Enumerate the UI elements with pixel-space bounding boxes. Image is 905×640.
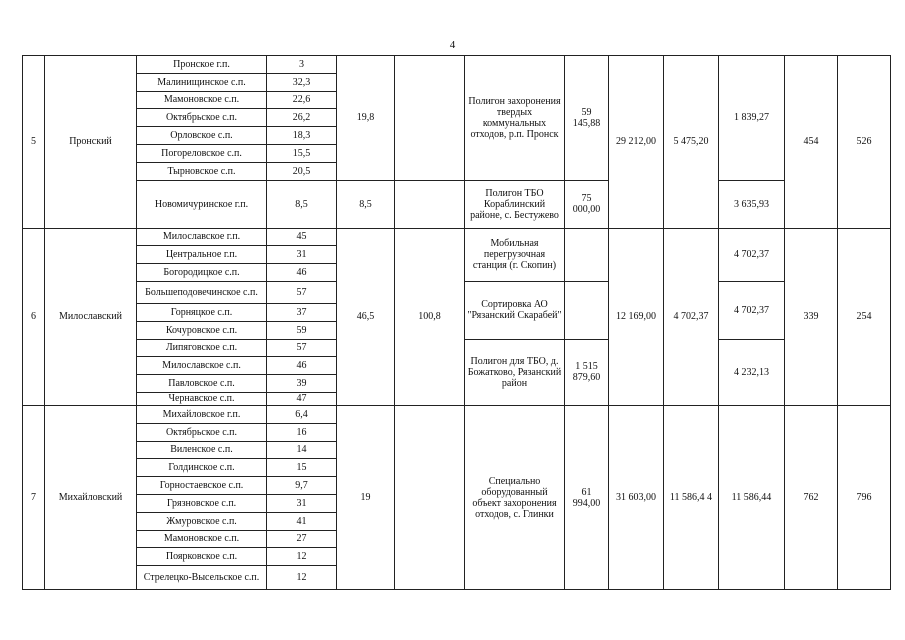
settlement-name: Мамоновское с.п. bbox=[137, 530, 267, 548]
settlement-value: 26,2 bbox=[267, 109, 337, 127]
settlement-name: Жмуровское с.п. bbox=[137, 512, 267, 530]
table-row bbox=[23, 405, 891, 423]
settlement-name: Горняцкое с.п. bbox=[137, 303, 267, 321]
settlement-value: 39 bbox=[267, 375, 337, 393]
settlement-name: Новомичуринское г.п. bbox=[137, 180, 267, 228]
settlement-value: 14 bbox=[267, 441, 337, 459]
facility-capacity bbox=[565, 228, 609, 281]
settlement-value: 47 bbox=[267, 392, 337, 405]
settlement-value: 18,3 bbox=[267, 127, 337, 145]
settlement-name: Богородицкое с.п. bbox=[137, 264, 267, 282]
settlement-value: 31 bbox=[267, 494, 337, 512]
facility-name: Сортировка АО "Рязанский Скарабей" bbox=[465, 281, 565, 339]
settlement-value: 16 bbox=[267, 423, 337, 441]
settlement-name: Виленское с.п. bbox=[137, 441, 267, 459]
facility-cost: 4 702,37 bbox=[719, 228, 785, 281]
settlement-value: 15,5 bbox=[267, 144, 337, 162]
settlement-value: 57 bbox=[267, 281, 337, 303]
empty-cell bbox=[395, 56, 465, 181]
district-name: Михайловский bbox=[45, 405, 137, 589]
table-row bbox=[23, 56, 891, 74]
settlement-name: Пронское г.п. bbox=[137, 56, 267, 74]
settlement-value: 27 bbox=[267, 530, 337, 548]
settlement-value: 32,3 bbox=[267, 73, 337, 91]
column-12: 796 bbox=[838, 405, 891, 589]
facility-name: Специально оборудованный объект захоронения отходов, с. Глинки bbox=[465, 405, 565, 589]
facility-capacity bbox=[565, 281, 609, 339]
facility-cost: 11 586,44 bbox=[719, 405, 785, 589]
average-value-2: 100,8 bbox=[395, 228, 465, 405]
settlement-value: 15 bbox=[267, 459, 337, 477]
settlement-value: 8,5 bbox=[267, 180, 337, 228]
average-value: 19,8 bbox=[337, 56, 395, 181]
settlement-name: Чернавское с.п. bbox=[137, 392, 267, 405]
settlement-name: Октябрьское с.п. bbox=[137, 423, 267, 441]
column-12: 526 bbox=[838, 56, 891, 229]
settlement-name: Михайловское г.п. bbox=[137, 405, 267, 423]
settlement-name: Кочуровское с.п. bbox=[137, 321, 267, 339]
settlement-name: Липяговское с.п. bbox=[137, 339, 267, 357]
facility-capacity: 1 515 879,60 bbox=[565, 339, 609, 405]
settlement-value: 57 bbox=[267, 339, 337, 357]
settlement-value: 12 bbox=[267, 548, 337, 566]
settlement-value: 22,6 bbox=[267, 91, 337, 109]
waste-table bbox=[22, 55, 891, 590]
settlement-value: 41 bbox=[267, 512, 337, 530]
total-value-2: 4 702,37 bbox=[664, 228, 719, 405]
settlement-name: Большеподовечинское с.п. bbox=[137, 281, 267, 303]
table-row bbox=[23, 180, 891, 228]
settlement-name: Тырновское с.п. bbox=[137, 162, 267, 180]
settlement-value: 46 bbox=[267, 357, 337, 375]
settlement-name: Милославское с.п. bbox=[137, 357, 267, 375]
total-value: 12 169,00 bbox=[609, 228, 664, 405]
facility-cost: 4 702,37 bbox=[719, 281, 785, 339]
settlement-name: Милославское г.п. bbox=[137, 228, 267, 246]
total-value: 29 212,00 bbox=[609, 56, 664, 229]
settlement-name: Погореловское с.п. bbox=[137, 144, 267, 162]
district-name: Пронский bbox=[45, 56, 137, 229]
facility-capacity: 75 000,00 bbox=[565, 180, 609, 228]
average-value: 19 bbox=[337, 405, 395, 589]
settlement-name: Мамоновское с.п. bbox=[137, 91, 267, 109]
facility-cost: 1 839,27 bbox=[719, 56, 785, 181]
average-value: 8,5 bbox=[337, 180, 395, 228]
settlement-value: 59 bbox=[267, 321, 337, 339]
average-value: 46,5 bbox=[337, 228, 395, 405]
facility-name: Полигон для ТБО, д. Божатково, Рязанский район bbox=[465, 339, 565, 405]
settlement-value: 46 bbox=[267, 264, 337, 282]
settlement-value: 6,4 bbox=[267, 405, 337, 423]
page-number: 4 bbox=[449, 39, 456, 51]
facility-name: Полигон захоронения твердых коммунальных отходов, р.п. Пронск bbox=[465, 56, 565, 181]
settlement-name: Горностаевское с.п. bbox=[137, 477, 267, 495]
row-number: 6 bbox=[23, 228, 45, 405]
facility-capacity: 61 994,00 bbox=[565, 405, 609, 589]
settlement-value: 9,7 bbox=[267, 477, 337, 495]
column-11: 762 bbox=[785, 405, 838, 589]
settlement-value: 45 bbox=[267, 228, 337, 246]
total-value-2: 11 586,4 4 bbox=[664, 405, 719, 589]
total-value-2: 5 475,20 bbox=[664, 56, 719, 229]
table-row bbox=[23, 228, 891, 246]
district-name: Милославский bbox=[45, 228, 137, 405]
column-12: 254 bbox=[838, 228, 891, 405]
column-11: 339 bbox=[785, 228, 838, 405]
empty-cell bbox=[395, 180, 465, 228]
settlement-name: Голдинское с.п. bbox=[137, 459, 267, 477]
facility-name: Мобильная перегрузочная станция (г. Скопин) bbox=[465, 228, 565, 281]
settlement-value: 37 bbox=[267, 303, 337, 321]
settlement-value: 31 bbox=[267, 246, 337, 264]
settlement-name: Павловское с.п. bbox=[137, 375, 267, 393]
facility-capacity: 59 145,88 bbox=[565, 56, 609, 181]
column-11: 454 bbox=[785, 56, 838, 229]
settlement-name: Поярковское с.п. bbox=[137, 548, 267, 566]
row-number: 5 bbox=[23, 56, 45, 229]
settlement-name: Октябрьское с.п. bbox=[137, 109, 267, 127]
facility-cost: 4 232,13 bbox=[719, 339, 785, 405]
row-number: 7 bbox=[23, 405, 45, 589]
empty-cell bbox=[395, 405, 465, 589]
total-value: 31 603,00 bbox=[609, 405, 664, 589]
settlement-name: Центральное г.п. bbox=[137, 246, 267, 264]
settlement-value: 12 bbox=[267, 566, 337, 590]
facility-name: Полигон ТБО Кораблинский районе, с. Бестужево bbox=[465, 180, 565, 228]
settlement-value: 3 bbox=[267, 56, 337, 74]
settlement-name: Грязновское с.п. bbox=[137, 494, 267, 512]
facility-cost: 3 635,93 bbox=[719, 180, 785, 228]
settlement-value: 20,5 bbox=[267, 162, 337, 180]
settlement-name: Орловское с.п. bbox=[137, 127, 267, 145]
settlement-name: Стрелецко-Высельское с.п. bbox=[137, 566, 267, 590]
settlement-name: Малинищинское с.п. bbox=[137, 73, 267, 91]
